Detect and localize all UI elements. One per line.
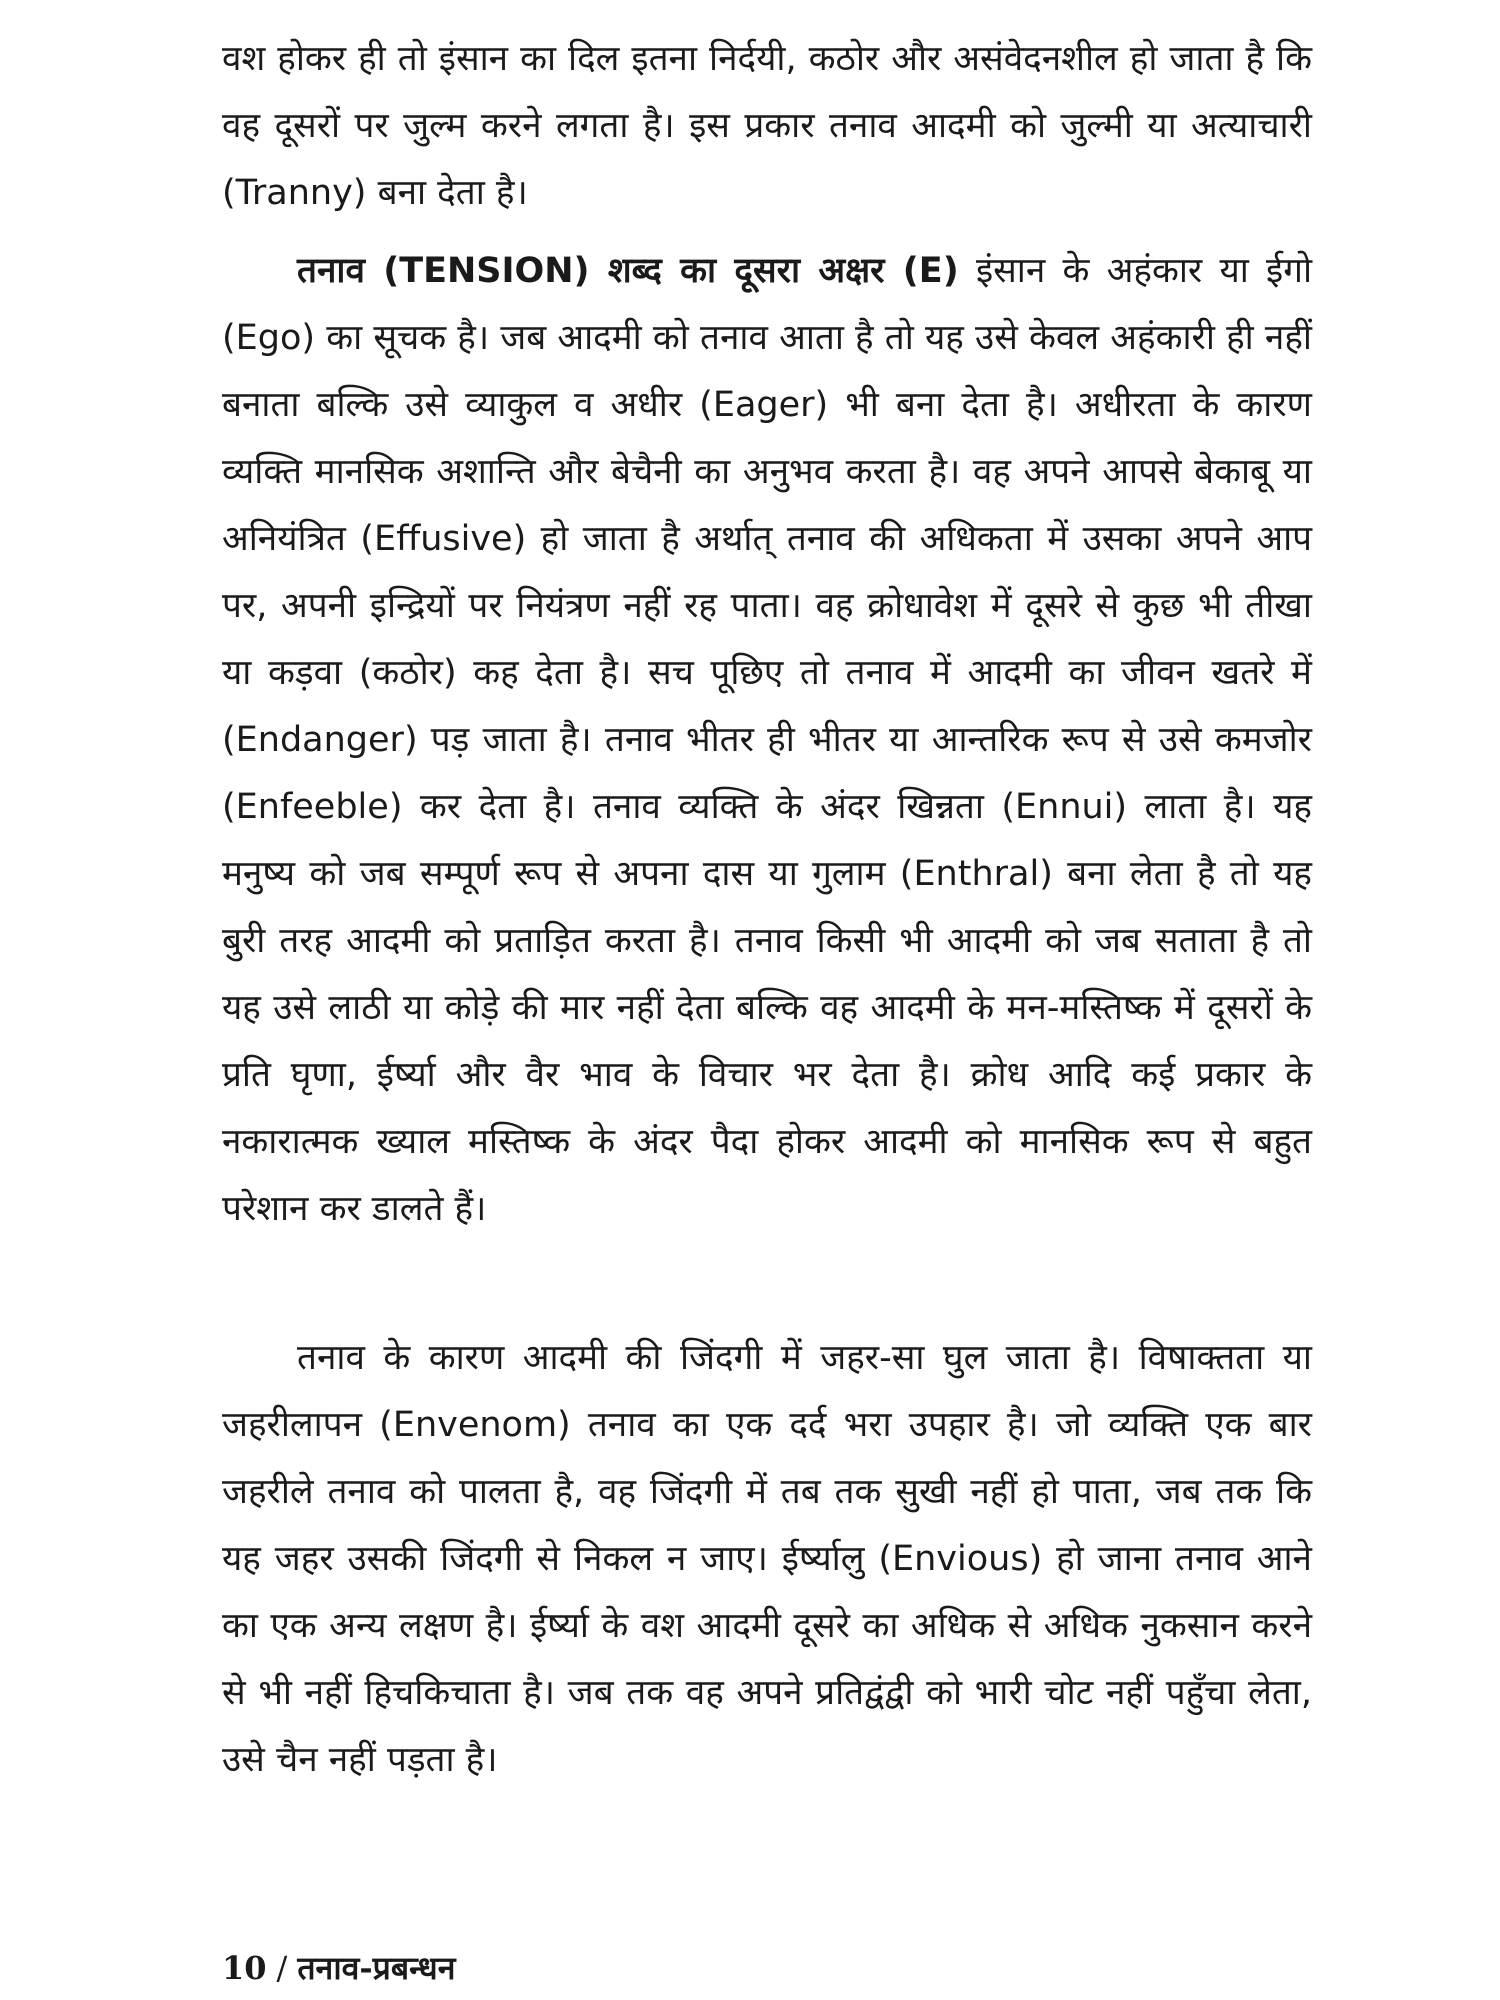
paragraph-continuation: वश होकर ही तो इंसान का दिल इतना निर्दयी, कठोर और असंवेदनशील हो जाता है कि वह दूसरों पर जुल्म करने लगता है। इस प्रकार तनाव आदमी को जुल्मी या अत्याचारी (Tranny) बना देता है। — [222, 39, 1312, 213]
page-number: 10 — [222, 1949, 267, 1987]
footer-separator: / — [276, 1949, 288, 1987]
paragraph-heading: तनाव (TENSION) शब्द का दूसरा अक्षर (E) — [297, 251, 959, 291]
book-title: तनाव-प्रबन्धन — [297, 1949, 456, 1987]
paragraph-envenom: तनाव के कारण आदमी की जिंदगी में जहर-सा घुल जाता है। विषाक्तता या जहरीलापन (Envenom) तनाव का एक दर्द भरा उपहार है। जो व्यक्ति एक बार जहरीले तनाव को पालता है, वह जिंदगी में तब तक सुखी नहीं हो पाता, जब तक कि यह जहर उसकी जिंदगी से निकल न जाए। ईर्ष्यालु (Envious) हो जाना तनाव आने का एक अन्य लक्षण है। ईर्ष्या के वश आदमी दूसरे का अधिक से अधिक नुकसान करने से भी नहीं हिचकिचाता है। जब तक वह अपने प्रतिद्वंद्वी को भारी चोट नहीं पहुँचा लेता, उसे चैन नहीं पड़ता है। — [222, 1338, 1312, 1780]
paragraph-tension-e — [222, 238, 1312, 1243]
page-footer — [222, 1946, 455, 1989]
paragraph-body: इंसान के अहंकार या ईगो (Ego) का सूचक है। जब आदमी को तनाव आता है तो यह उसे केवल अहंकारी ही नहीं बनाता बल्कि उसे व्याकुल व अधीर (Eager) भी बना देता है। अधीरता के कारण व्यक्ति मानसिक अशान्ति और बेचैनी का अनुभव करता है। वह अपने आपसे बेकाबू या अनियंत्रित (Effusive) हो जाता है अर्थात् तनाव की अधिकता में उसका अपने आप पर, अपनी इन्द्रियों पर नियंत्रण नहीं रह पाता। वह क्रोधावेश में दूसरे से कुछ भी तीखा या कड़वा (कठोर) कह देता है। सच पूछिए तो तनाव में आदमी का जीवन खतरे में (Endanger) पड़ जाता है। तनाव भीतर ही भीतर या आन्तरिक रूप से उसे कमजोर (Enfeeble) कर देता है। तनाव व्यक्ति के अंदर खिन्नता (Ennui) लाता है। यह मनुष्य को जब सम्पूर्ण रूप से अपना दास या गुलाम (Enthral) बना लेता है तो यह बुरी तरह आदमी को प्रताड़ित करता है। तनाव किसी भी आदमी को जब सताता है तो यह उसे लाठी या कोड़े की मार नहीं देता बल्कि वह आदमी के मन-मस्तिष्क में दूसरों के प्रति घृणा, ईर्ष्या और वैर भाव के विचार भर देता है। क्रोध आदि कई प्रकार के नकारात्मक ख्याल मस्तिष्क के अंदर पैदा होकर आदमी को मानसिक रूप से बहुत परेशान कर डालते हैं। — [222, 251, 1313, 1229]
